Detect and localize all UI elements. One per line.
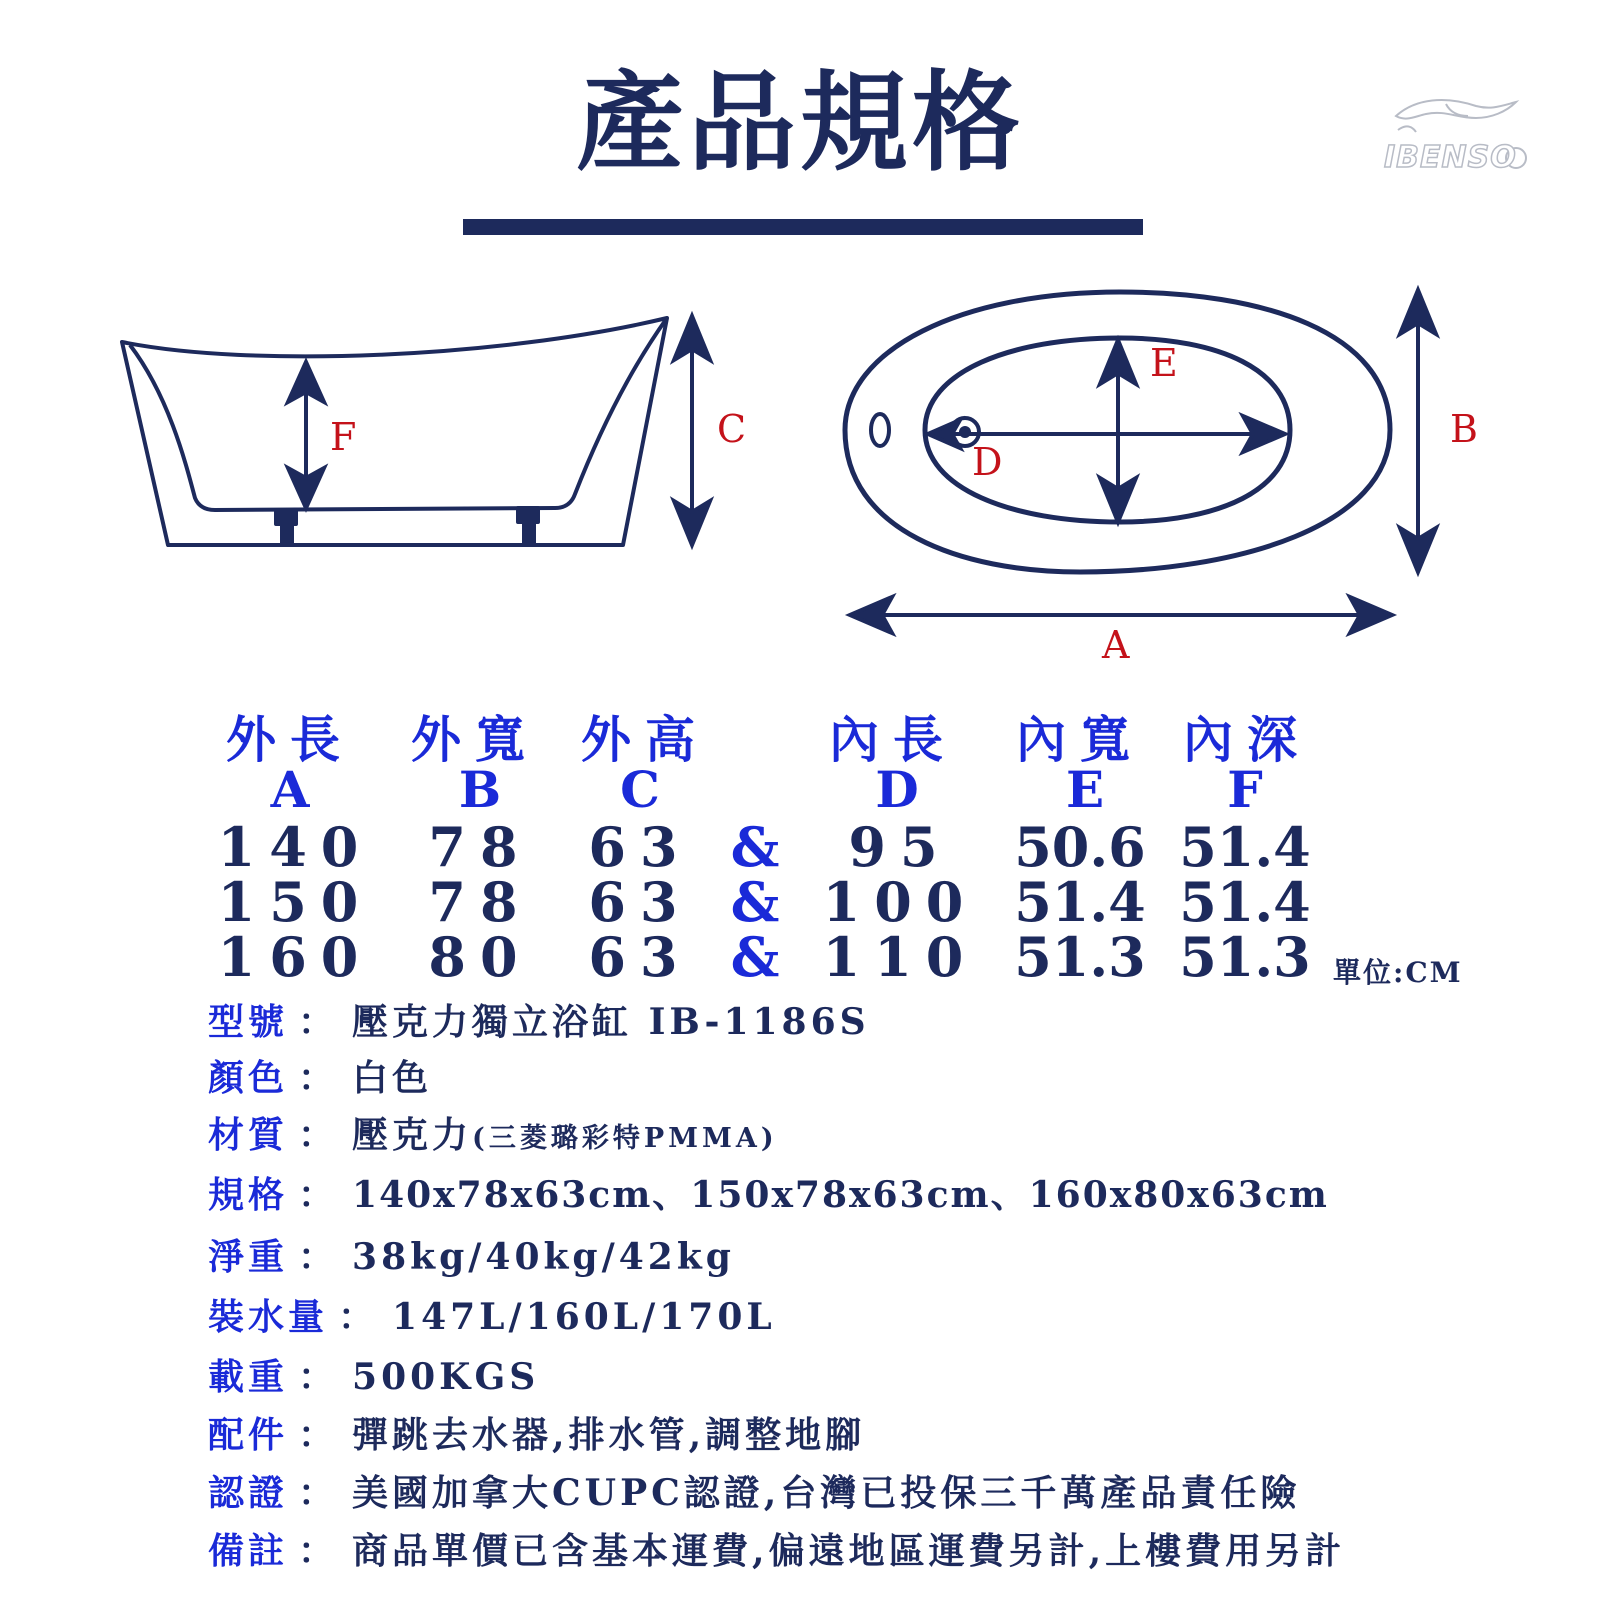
info-separator: ： bbox=[298, 1057, 339, 1099]
row1-separator: & bbox=[730, 815, 780, 879]
info-value: 彈跳去水器,排水管,調整地腳 bbox=[352, 1414, 866, 1456]
info-value: 壓克力 bbox=[352, 1114, 473, 1156]
row2-d: 100 bbox=[822, 870, 978, 934]
row2-a: 150 bbox=[217, 870, 373, 934]
info-note: (三菱璐彩特PMMA) bbox=[472, 1123, 778, 1154]
arrow-b bbox=[1400, 290, 1436, 572]
label-e: E bbox=[1150, 341, 1178, 385]
info-value: 500KGS bbox=[352, 1356, 540, 1398]
row2-f: 51.4 bbox=[1179, 870, 1311, 934]
row1-f: 51.4 bbox=[1179, 815, 1311, 879]
row2-b: 78 bbox=[428, 870, 532, 934]
info-label: 規格 bbox=[208, 1174, 289, 1216]
info-label: 備註 bbox=[208, 1530, 289, 1572]
row2-c: 63 bbox=[588, 870, 692, 934]
row2-e: 51.4 bbox=[1014, 870, 1146, 934]
info-value: 商品單價已含基本運費,偏遠地區運費另計,上樓費用另計 bbox=[352, 1530, 1346, 1572]
tub-inner-basin bbox=[130, 318, 667, 510]
header-inner-depth: 內深 bbox=[1183, 710, 1311, 769]
row1-c: 63 bbox=[588, 815, 692, 879]
tub-foot-left bbox=[276, 510, 296, 524]
info-value: 38kg/40kg/42kg bbox=[352, 1236, 735, 1278]
info-remarks bbox=[208, 1526, 1345, 1576]
arrow-c bbox=[674, 316, 710, 545]
letter-e: E bbox=[1065, 760, 1105, 819]
row3-a: 160 bbox=[217, 925, 373, 989]
info-label: 認證 bbox=[208, 1472, 289, 1514]
info-label: 顏色 bbox=[208, 1057, 289, 1099]
label-f: F bbox=[330, 415, 357, 459]
row3-f: 51.3 bbox=[1179, 925, 1311, 989]
info-separator: ： bbox=[298, 1356, 339, 1398]
letter-b: B bbox=[458, 760, 502, 819]
info-label: 配件 bbox=[208, 1414, 289, 1456]
brand-logo-text: IBENSO bbox=[1384, 140, 1517, 175]
tub-foot-left-base bbox=[282, 524, 292, 545]
info-label: 材質 bbox=[208, 1114, 289, 1156]
row1-d: 95 bbox=[848, 815, 952, 879]
label-d: D bbox=[972, 440, 1003, 484]
info-certification bbox=[208, 1468, 1300, 1518]
info-model bbox=[208, 997, 870, 1047]
row1-a: 140 bbox=[217, 815, 373, 879]
header-outer-height: 外高 bbox=[581, 710, 709, 769]
info-label: 載重 bbox=[208, 1356, 289, 1398]
side-view bbox=[122, 318, 667, 545]
letter-f: F bbox=[1227, 760, 1263, 819]
header-outer-length: 外長 bbox=[226, 710, 354, 769]
row3-c: 63 bbox=[588, 925, 692, 989]
row3-b: 80 bbox=[428, 925, 532, 989]
info-separator: ： bbox=[298, 1530, 339, 1572]
letter-a: A bbox=[270, 760, 310, 819]
info-net-weight bbox=[208, 1232, 735, 1282]
info-value: 140x78x63cm、150x78x63cm、160x80x63cm bbox=[352, 1174, 1329, 1216]
info-separator: ： bbox=[298, 1414, 339, 1456]
info-material bbox=[208, 1110, 778, 1160]
info-size bbox=[208, 1170, 1329, 1220]
info-separator: ： bbox=[298, 1236, 339, 1278]
bathtub-diagram bbox=[0, 0, 1600, 680]
label-c: C bbox=[717, 407, 747, 451]
info-color bbox=[208, 1053, 432, 1103]
letter-d: D bbox=[875, 760, 919, 819]
row3-d: 110 bbox=[822, 925, 978, 989]
row2-separator: & bbox=[730, 870, 780, 934]
info-label: 淨重 bbox=[208, 1236, 289, 1278]
tub-foot-right-base bbox=[524, 522, 534, 545]
letter-c: C bbox=[620, 760, 660, 819]
header-inner-length: 內長 bbox=[829, 710, 957, 769]
info-label: 型號 bbox=[208, 1001, 289, 1043]
info-accessories bbox=[208, 1410, 865, 1460]
header-outer-width: 外寬 bbox=[411, 710, 539, 769]
row1-b: 78 bbox=[428, 815, 532, 879]
info-separator: ： bbox=[338, 1296, 379, 1338]
info-load bbox=[208, 1352, 539, 1402]
info-capacity bbox=[208, 1292, 776, 1342]
arrow-e bbox=[1100, 340, 1136, 522]
label-a: A bbox=[1102, 623, 1130, 667]
row1-e: 50.6 bbox=[1014, 815, 1146, 879]
page-title: 產品規格 bbox=[575, 60, 1024, 186]
unit-label: 單位:CM bbox=[1333, 956, 1463, 989]
info-value: 147L/160L/170L bbox=[392, 1296, 776, 1338]
info-separator: ： bbox=[298, 1174, 339, 1216]
arrow-f bbox=[288, 362, 324, 508]
info-separator: ： bbox=[298, 1114, 339, 1156]
row3-e: 51.3 bbox=[1014, 925, 1146, 989]
info-label: 裝水量 bbox=[208, 1296, 329, 1338]
row3-separator: & bbox=[730, 925, 780, 989]
info-value: 壓克力獨立浴缸 IB-1186S bbox=[352, 1001, 870, 1043]
header-inner-width: 內寬 bbox=[1016, 710, 1144, 769]
info-separator: ： bbox=[298, 1472, 339, 1514]
info-value: 白色 bbox=[352, 1057, 433, 1099]
overflow-icon bbox=[871, 414, 889, 446]
info-value: 美國加拿大CUPC認證,台灣已投保三千萬產品責任險 bbox=[352, 1472, 1301, 1514]
label-b: B bbox=[1450, 407, 1478, 451]
tub-outer-shell bbox=[122, 318, 667, 545]
tub-foot-right bbox=[518, 508, 538, 522]
info-separator: ： bbox=[298, 1001, 339, 1043]
